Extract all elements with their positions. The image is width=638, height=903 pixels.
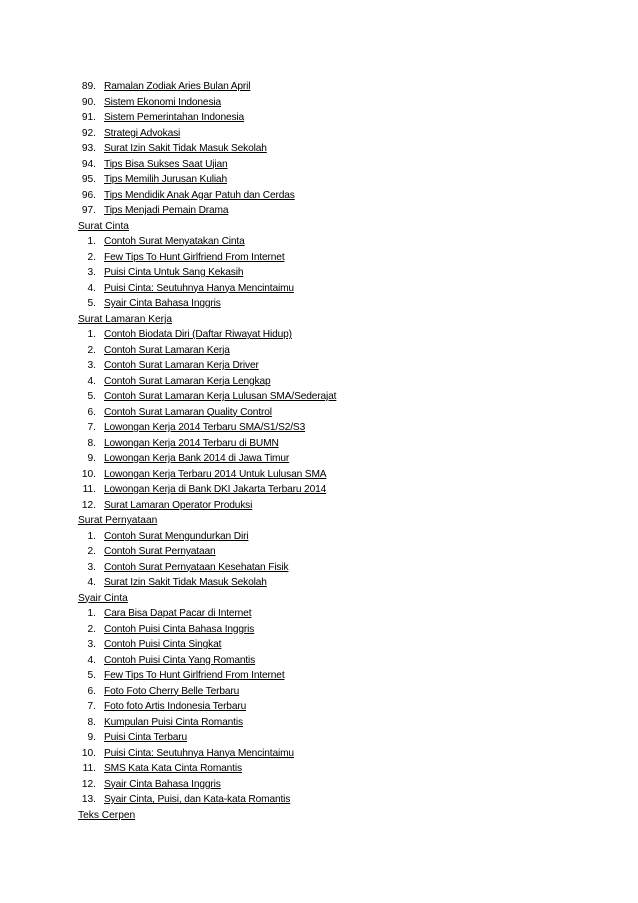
list-item-number: 8. [87, 716, 96, 728]
list-item-number: 11. [82, 763, 96, 774]
article-link[interactable]: Contoh Biodata Diri (Daftar Riwayat Hidup) [104, 329, 292, 340]
list-item [0, 374, 638, 390]
list-item-number: 1. [87, 608, 96, 619]
list-item-number: 2. [87, 344, 96, 356]
list-item [0, 544, 638, 560]
list-item-number: 96. [81, 189, 96, 201]
article-link[interactable]: Contoh Surat Pernyataan Kesehatan Fisik [104, 561, 289, 573]
list-item-number: 12. [81, 499, 96, 511]
list-item [0, 157, 638, 173]
list-item-number: 12. [81, 778, 96, 790]
article-link[interactable]: Contoh Surat Mengundurkan Diri [104, 530, 249, 542]
list-item-number: 90. [81, 96, 96, 108]
article-link[interactable]: Few Tips To Hunt Girlfriend From Internet [104, 670, 285, 681]
article-link[interactable]: Foto Foto Cherry Belle Terbaru [104, 685, 240, 697]
list-item [0, 281, 638, 297]
article-link[interactable]: Strategi Advokasi [104, 127, 181, 139]
list-item-number: 13. [81, 794, 96, 805]
list-item [0, 715, 638, 731]
list-item-number: 91. [81, 112, 96, 123]
list-item-number: 3. [87, 639, 96, 650]
list-item [0, 79, 638, 95]
list-item [0, 699, 638, 715]
list-item [0, 575, 638, 591]
list-item [0, 358, 638, 374]
list-item [0, 684, 638, 700]
list-item-number: 6. [87, 406, 96, 418]
document-page [0, 79, 638, 823]
article-link[interactable]: Contoh Puisi Cinta Bahasa Inggris [104, 623, 255, 635]
link-list [0, 529, 638, 591]
list-item [0, 498, 638, 514]
article-link[interactable]: Contoh Surat Lamaran Kerja Lulusan SMA/Sederajat [104, 391, 337, 402]
list-item-number: 9. [87, 732, 96, 743]
article-link[interactable]: Sistem Pemerintahan Indonesia [104, 112, 245, 123]
list-item [0, 188, 638, 204]
list-item-number: 2. [87, 251, 96, 263]
link-list [0, 327, 638, 513]
list-item-number: 95. [81, 174, 96, 185]
section-title-link[interactable]: Surat Lamaran Kerja [78, 313, 173, 325]
list-item [0, 296, 638, 312]
article-link[interactable]: Tips Menjadi Pemain Drama [104, 205, 229, 216]
article-link[interactable]: Contoh Surat Lamaran Kerja Driver [104, 360, 259, 371]
article-link[interactable]: Syair Cinta, Puisi, dan Kata-kata Romantis [104, 794, 291, 805]
link-section [0, 219, 638, 312]
article-link[interactable]: Ramalan Zodiak Aries Bulan April [104, 81, 251, 92]
list-item-number: 7. [87, 701, 96, 712]
list-item-number: 10. [81, 468, 96, 480]
list-item-number: 4. [87, 654, 96, 666]
list-item-number: 10. [81, 747, 96, 759]
link-section [0, 312, 638, 514]
article-link[interactable]: Puisi Cinta: Seutuhnya Hanya Mencintaimu [104, 282, 294, 294]
link-section [0, 79, 638, 219]
list-item-number: 94. [81, 158, 96, 170]
article-link[interactable]: Puisi Cinta Untuk Sang Kekasih [104, 267, 244, 278]
list-item-number: 4. [87, 577, 96, 588]
article-link[interactable]: Lowongan Kerja Terbaru 2014 Untuk Lulusan SMA [104, 468, 327, 480]
article-link[interactable]: Tips Mendidik Anak Agar Patuh dan Cerdas [104, 189, 295, 201]
section-title-link[interactable]: Surat Cinta [78, 220, 129, 232]
list-item-number: 1. [87, 530, 96, 542]
list-item [0, 606, 638, 622]
list-item-number: 6. [87, 685, 96, 697]
list-item [0, 761, 638, 777]
list-item [0, 467, 638, 483]
list-item [0, 265, 638, 281]
list-item [0, 203, 638, 219]
article-link[interactable]: Tips Memilih Jurusan Kuliah [104, 174, 227, 185]
article-link[interactable]: Tips Bisa Sukses Saat Ujian [104, 158, 228, 170]
list-item [0, 250, 638, 266]
list-item [0, 730, 638, 746]
list-item [0, 405, 638, 421]
link-list [0, 234, 638, 312]
list-item-number: 89. [81, 81, 96, 92]
list-item [0, 529, 638, 545]
article-link[interactable]: Surat Izin Sakit Tidak Masuk Sekolah [104, 143, 267, 154]
article-link[interactable]: Cara Bisa Dapat Pacar di Internet [104, 608, 252, 619]
article-link[interactable]: Puisi Cinta Terbaru [104, 732, 188, 743]
list-item [0, 668, 638, 684]
list-item [0, 172, 638, 188]
article-link[interactable]: Contoh Surat Lamaran Kerja [104, 344, 230, 356]
list-item [0, 95, 638, 111]
link-section [0, 513, 638, 591]
list-item-number: 1. [87, 236, 96, 247]
list-item-number: 5. [87, 391, 96, 402]
article-link[interactable]: Contoh Puisi Cinta Yang Romantis [104, 654, 256, 666]
list-item [0, 482, 638, 498]
list-item [0, 637, 638, 653]
list-item-number: 1. [87, 329, 96, 340]
list-item-number: 92. [81, 127, 96, 139]
list-item-number: 93. [81, 143, 96, 154]
link-list [0, 79, 638, 219]
article-link[interactable]: Lowongan Kerja di Bank DKI Jakarta Terbaru 2014 [104, 484, 327, 495]
article-link[interactable]: Lowongan Kerja Bank 2014 di Jawa Timur [104, 453, 290, 464]
list-item-number: 2. [87, 546, 96, 557]
list-item-number: 3. [87, 561, 96, 573]
list-item [0, 436, 638, 452]
list-item-number: 8. [87, 437, 96, 449]
link-list [0, 606, 638, 808]
list-item-number: 7. [87, 422, 96, 433]
section-title-link[interactable]: Syair Cinta [78, 592, 128, 604]
list-item [0, 746, 638, 762]
list-item-number: 3. [87, 360, 96, 371]
list-item [0, 141, 638, 157]
list-item-number: 9. [87, 453, 96, 464]
article-link[interactable]: Contoh Surat Lamaran Kerja Lengkap [104, 375, 271, 387]
list-item [0, 792, 638, 808]
article-link[interactable]: Surat Lamaran Operator Produksi [104, 499, 253, 511]
list-item [0, 327, 638, 343]
article-link[interactable]: SMS Kata Kata Cinta Romantis [104, 763, 242, 774]
section-title-link[interactable]: Teks Cerpen [78, 809, 136, 821]
list-item [0, 622, 638, 638]
article-link[interactable]: Few Tips To Hunt Girlfriend From Internet [104, 251, 285, 263]
list-item [0, 110, 638, 126]
list-item-number: 4. [87, 375, 96, 387]
article-link[interactable]: Contoh Surat Lamaran Quality Control [104, 406, 272, 418]
list-item [0, 343, 638, 359]
list-item [0, 777, 638, 793]
article-link[interactable]: Contoh Puisi Cinta Singkat [104, 639, 222, 650]
link-section [0, 591, 638, 808]
list-item-number: 4. [87, 282, 96, 294]
article-link[interactable]: Surat Izin Sakit Tidak Masuk Sekolah [104, 577, 267, 588]
list-item [0, 653, 638, 669]
list-item [0, 560, 638, 576]
article-link[interactable]: Lowongan Kerja 2014 Terbaru di BUMN [104, 437, 279, 449]
list-item [0, 126, 638, 142]
list-item-number: 97. [81, 205, 96, 216]
list-item [0, 451, 638, 467]
list-item-number: 5. [87, 298, 96, 309]
article-link[interactable]: Puisi Cinta: Seutuhnya Hanya Mencintaimu [104, 747, 294, 759]
article-link[interactable]: Sistem Ekonomi Indonesia [104, 96, 222, 108]
article-link[interactable]: Contoh Surat Pernyataan [104, 546, 216, 557]
list-item [0, 420, 638, 436]
article-link[interactable]: Syair Cinta Bahasa Inggris [104, 778, 221, 790]
article-link[interactable]: Foto foto Artis Indonesia Terbaru [104, 701, 247, 712]
list-item-number: 2. [87, 623, 96, 635]
list-item-number: 11. [82, 484, 96, 495]
article-link[interactable]: Contoh Surat Menyatakan Cinta [104, 236, 245, 247]
section-title-link[interactable]: Surat Pernyataan [78, 515, 158, 526]
list-item [0, 234, 638, 250]
link-section [0, 808, 638, 824]
list-item-number: 5. [87, 670, 96, 681]
list-item-number: 3. [87, 267, 96, 278]
list-item [0, 389, 638, 405]
article-link[interactable]: Syair Cinta Bahasa Inggris [104, 298, 221, 309]
article-link[interactable]: Lowongan Kerja 2014 Terbaru SMA/S1/S2/S3 [104, 422, 306, 433]
article-link[interactable]: Kumpulan Puisi Cinta Romantis [104, 716, 243, 728]
